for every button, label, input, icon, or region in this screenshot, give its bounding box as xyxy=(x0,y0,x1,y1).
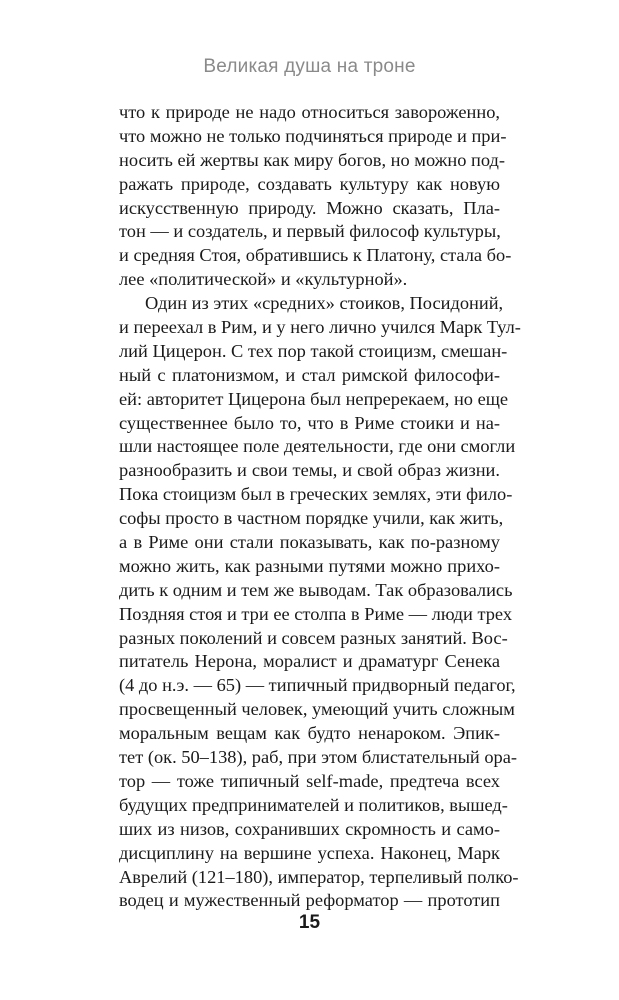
text-line: Один из этих «средних» стоиков, Посидоний, xyxy=(145,293,504,314)
text-line: тет (ок. 50–138), раб, при этом блистательный ора- xyxy=(119,747,518,768)
paragraph-1 xyxy=(119,101,512,292)
text-line: ших из низов, сохранивших скромность и само- xyxy=(119,818,500,839)
text-line: ей: авторитет Цицерона был непререкаем, но еще xyxy=(119,388,509,409)
text-line: просвещенный человек, умеющий учить сложным xyxy=(119,699,515,720)
text-line: тон — и создатель, и первый философ культуры, xyxy=(119,221,501,242)
running-head: Великая душа на троне xyxy=(203,56,416,77)
text-line: разнообразить и свои темы, и свой образ жизни. xyxy=(119,460,500,481)
text-line: ный с платонизмом, и стал римской философи- xyxy=(119,364,500,385)
page-number: 15 xyxy=(298,912,321,933)
text-line: носить ей жертвы как миру богов, но можно под- xyxy=(119,149,506,170)
text-line: искусственную природу. Можно сказать, Пла- xyxy=(119,197,500,218)
text-line: водец и мужественный реформатор — прототип xyxy=(119,890,500,911)
text-line: питатель Нерона, моралист и драматург Сенека xyxy=(119,651,500,672)
text-line: что к природе не надо относиться завороженно, xyxy=(119,102,500,122)
text-line: Поздняя стоя и три ее столпа в Риме — люди трех xyxy=(119,603,513,624)
text-line: что можно не только подчиняться природе и при- xyxy=(119,125,507,146)
text-line: моральным вещам как будто ненароком. Эпик- xyxy=(119,723,500,744)
text-line: и переехал в Рим, и у него лично учился Марк Тул- xyxy=(119,317,521,338)
text-line: разных поколений и совсем разных занятий. Вос- xyxy=(119,627,508,648)
text-line: и средняя Стоя, обратившись к Платону, стала бо- xyxy=(119,245,512,266)
text-line: лее «политической» и «культурной». xyxy=(119,269,408,290)
text-line: лий Цицерон. С тех пор такой стоицизм, смешан- xyxy=(119,340,508,361)
text-line: будущих предпринимателей и политиков, вышед- xyxy=(119,794,508,815)
text-line: а в Риме они стали показывать, как по-разному xyxy=(119,532,500,553)
text-line: существеннее было то, что в Риме стоики и на- xyxy=(119,412,500,433)
text-line: можно жить, как разными путями можно прихо- xyxy=(119,555,500,576)
text-line: Аврелий (121–180), император, терпеливый полко- xyxy=(119,866,519,887)
text-line: (4 до н.э. — 65) — типичный придворный педагог, xyxy=(119,675,516,696)
text-line: дисциплину на вершине успеха. Наконец, Марк xyxy=(119,842,500,863)
body-text xyxy=(119,101,521,913)
text-line: софы просто в частном порядке учили, как жить, xyxy=(119,508,504,529)
text-line: Пока стоицизм был в греческих землях, эти фило- xyxy=(119,484,513,505)
text-line: тор — тоже типичный self-made, предтеча всех xyxy=(119,770,500,791)
paragraph-2 xyxy=(119,292,521,913)
text-line: дить к одним и тем же выводам. Так образовались xyxy=(119,579,513,600)
text-line: ражать природе, создавать культуру как новую xyxy=(119,173,500,194)
text-line: шли настоящее поле деятельности, где они смогли xyxy=(119,436,516,457)
